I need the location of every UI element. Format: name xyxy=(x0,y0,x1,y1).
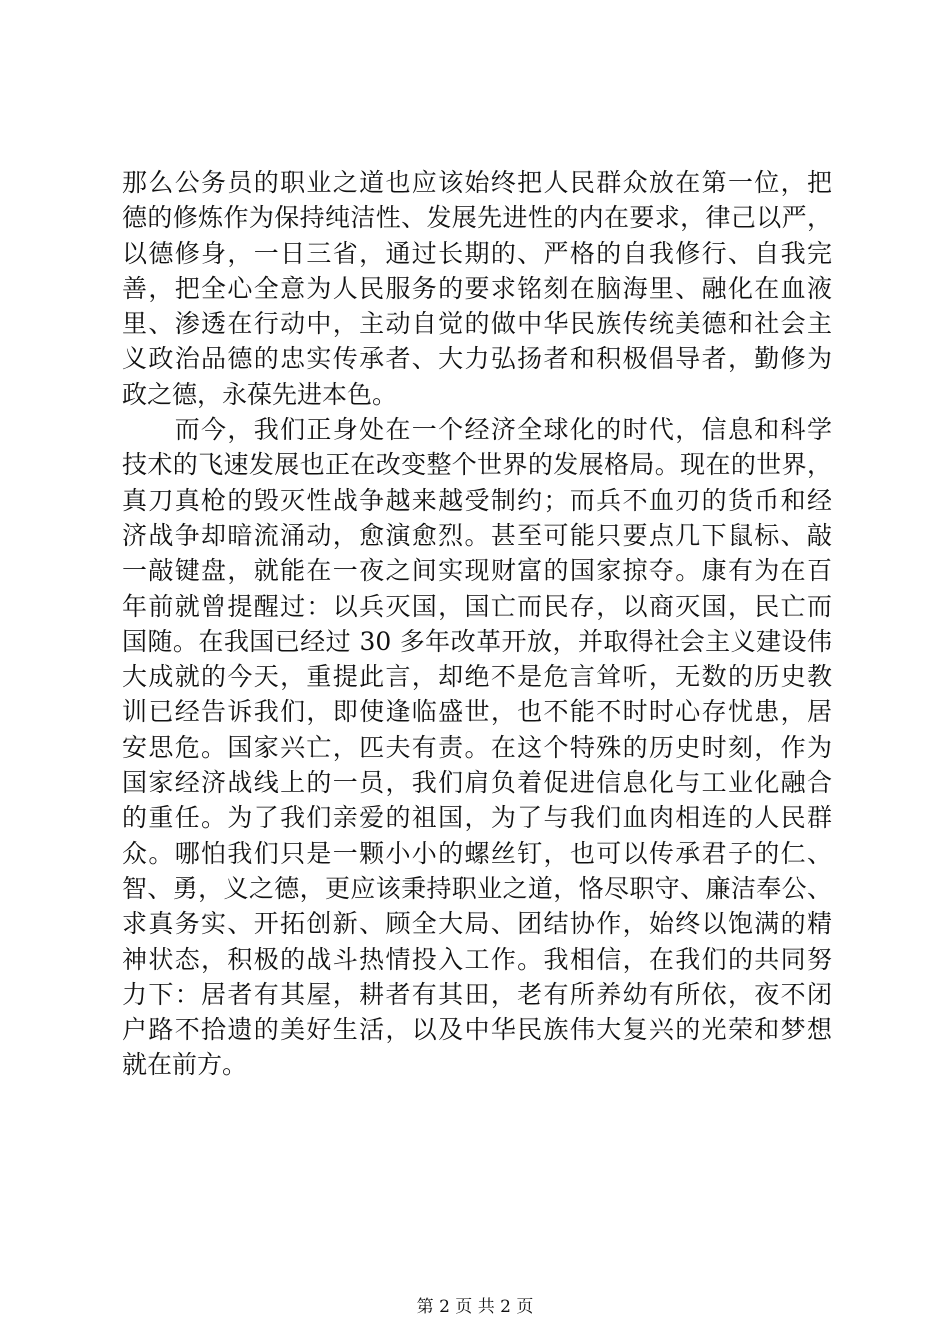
text-line: 神状态，积极的战斗热情投入工作。我相信，在我们的共同努 xyxy=(122,944,832,974)
text-line: 大成就的今天，重提此言，却绝不是危言耸听，无数的历史教 xyxy=(122,662,832,692)
text-line: 义政治品德的忠实传承者、大力弘扬者和积极倡导者，勤修为 xyxy=(122,344,832,374)
text-line: 户路不拾遗的美好生活，以及中华民族伟大复兴的光荣和梦想 xyxy=(122,1015,832,1045)
text-line: 训已经告诉我们，即使逢临盛世，也不能不时时心存忧患，居 xyxy=(122,697,832,727)
text-line: 的重任。为了我们亲爱的祖国，为了与我们血肉相连的人民群 xyxy=(122,803,832,833)
text-line: 以德修身，一日三省，通过长期的、严格的自我修行、自我完 xyxy=(122,238,832,268)
text-line: 国家经济战线上的一员，我们肩负着促进信息化与工业化融合 xyxy=(122,768,832,798)
text-line: 那么公务员的职业之道也应该始终把人民群众放在第一位，把 xyxy=(122,168,832,197)
page-number-footer: 第 2 页 共 2 页 xyxy=(416,1297,534,1317)
text-line: 安思危。国家兴亡，匹夫有责。在这个特殊的历史时刻，作为 xyxy=(122,732,832,762)
text-line: 年前就曾提醒过：以兵灭国，国亡而民存，以商灭国，民亡而 xyxy=(122,591,832,621)
paragraph-1 xyxy=(122,165,832,412)
text-line: 政之德，永葆先进本色。 xyxy=(122,379,398,409)
text-line: 济战争却暗流涌动，愈演愈烈。甚至可能只要点几下鼠标、敲 xyxy=(122,520,832,550)
text-line: 善，把全心全意为人民服务的要求铭刻在脑海里、融化在血液 xyxy=(122,273,832,303)
text-line: 德的修炼作为保持纯洁性、发展先进性的内在要求，律己以严， xyxy=(122,203,832,233)
text-line: 里、渗透在行动中，主动自觉的做中华民族传统美德和社会主 xyxy=(122,309,832,339)
text-line: 智、勇，义之德，更应该秉持职业之道，恪尽职守、廉洁奉公、 xyxy=(122,873,832,903)
text-line: 求真务实、开拓创新、顾全大局、团结协作，始终以饱满的精 xyxy=(122,909,832,939)
text-line: 力下：居者有其屋，耕者有其田，老有所养幼有所依，夜不闭 xyxy=(122,979,832,1009)
text-line: 而今，我们正身处在一个经济全球化的时代，信息和科学 xyxy=(122,415,832,445)
text-line: 就在前方。 xyxy=(122,1050,248,1080)
text-line: 真刀真枪的毁灭性战争越来越受制约；而兵不血刃的货币和经 xyxy=(122,485,832,515)
text-line: 技术的飞速发展也正在改变整个世界的发展格局。现在的世界， xyxy=(122,450,832,480)
text-line: 国随。在我国已经过 30 多年改革开放，并取得社会主义建设伟 xyxy=(122,626,832,656)
text-line: 众。哪怕我们只是一颗小小的螺丝钉，也可以传承君子的仁、 xyxy=(122,838,832,868)
document-body xyxy=(122,165,832,1083)
paragraph-2 xyxy=(122,412,832,1083)
text-line: 一敲键盘，就能在一夜之间实现财富的国家掠夺。康有为在百 xyxy=(122,556,832,586)
